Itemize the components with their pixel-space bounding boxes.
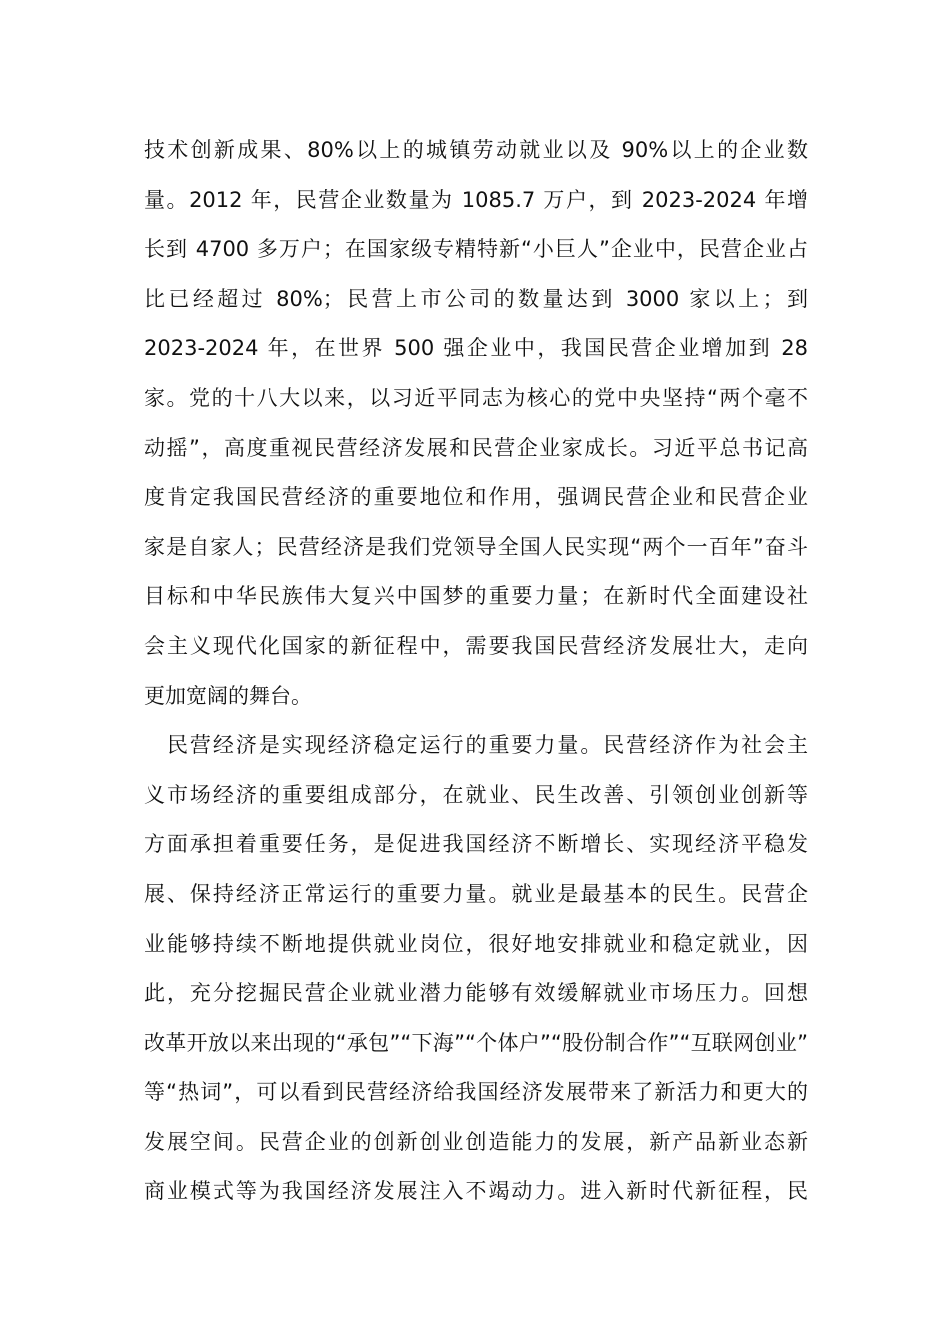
text-line: 义市场经济的重要组成部分，在就业、民生改善、引领创业创新等 <box>144 782 808 807</box>
text-line: 2023-2024 年，在世界 500 强企业中，我国民营企业增加到 28 <box>144 336 808 361</box>
text-line: 此，充分挖掘民营企业就业潜力能够有效缓解就业市场压力。回想 <box>144 981 808 1006</box>
text-line: 业能够持续不断地提供就业岗位，很好地安排就业和稳定就业，因 <box>144 931 808 956</box>
text-line: 发展空间。民营企业的创新创业创造能力的发展，新产品新业态新 <box>144 1129 808 1154</box>
text-line: 商业模式等为我国经济发展注入不竭动力。进入新时代新征程，民 <box>144 1179 808 1204</box>
text-line: 家。党的十八大以来，以习近平同志为核心的党中央坚持“两个毫不 <box>144 385 808 410</box>
paragraph-1 <box>144 126 808 721</box>
text-line: 改革开放以来出现的“承包”“下海”“个体户”“股份制合作”“互联网创业” <box>144 1030 808 1055</box>
paragraph-2 <box>144 721 808 1217</box>
text-line: 方面承担着重要任务，是促进我国经济不断增长、实现经济平稳发 <box>144 832 808 857</box>
text-line: 技术创新成果、80%以上的城镇劳动就业以及 90%以上的企业数 <box>144 138 808 162</box>
text-line: 等“热词”，可以看到民营经济给我国经济发展带来了新活力和更大的 <box>144 1080 808 1105</box>
text-line: 展、保持经济正常运行的重要力量。就业是最基本的民生。民营企 <box>144 881 808 906</box>
text-line: 动摇”，高度重视民营经济发展和民营企业家成长。习近平总书记高 <box>144 435 808 460</box>
document-body <box>144 126 808 1217</box>
text-line: 家是自家人；民营经济是我们党领导全国人民实现“两个一百年”奋斗 <box>144 534 808 559</box>
text-line: 比已经超过 80%；民营上市公司的数量达到 3000 家以上；到 <box>144 286 808 311</box>
text-line: 长到 4700 多万户；在国家级专精特新“小巨人”企业中，民营企业占 <box>144 237 808 262</box>
text-line: 会主义现代化国家的新征程中，需要我国民营经济发展壮大，走向 <box>144 633 808 658</box>
text-line: 民营经济是实现经济稳定运行的重要力量。民营经济作为社会主 <box>144 733 808 758</box>
text-line: 度肯定我国民营经济的重要地位和作用，强调民营企业和民营企业 <box>144 485 808 510</box>
text-line: 量。2012 年，民营企业数量为 1085.7 万户，到 2023-2024 年增 <box>144 187 808 212</box>
text-line: 目标和中华民族伟大复兴中国梦的重要力量；在新时代全面建设社 <box>144 584 808 609</box>
text-line: 更加宽阔的舞台。 <box>144 683 312 708</box>
